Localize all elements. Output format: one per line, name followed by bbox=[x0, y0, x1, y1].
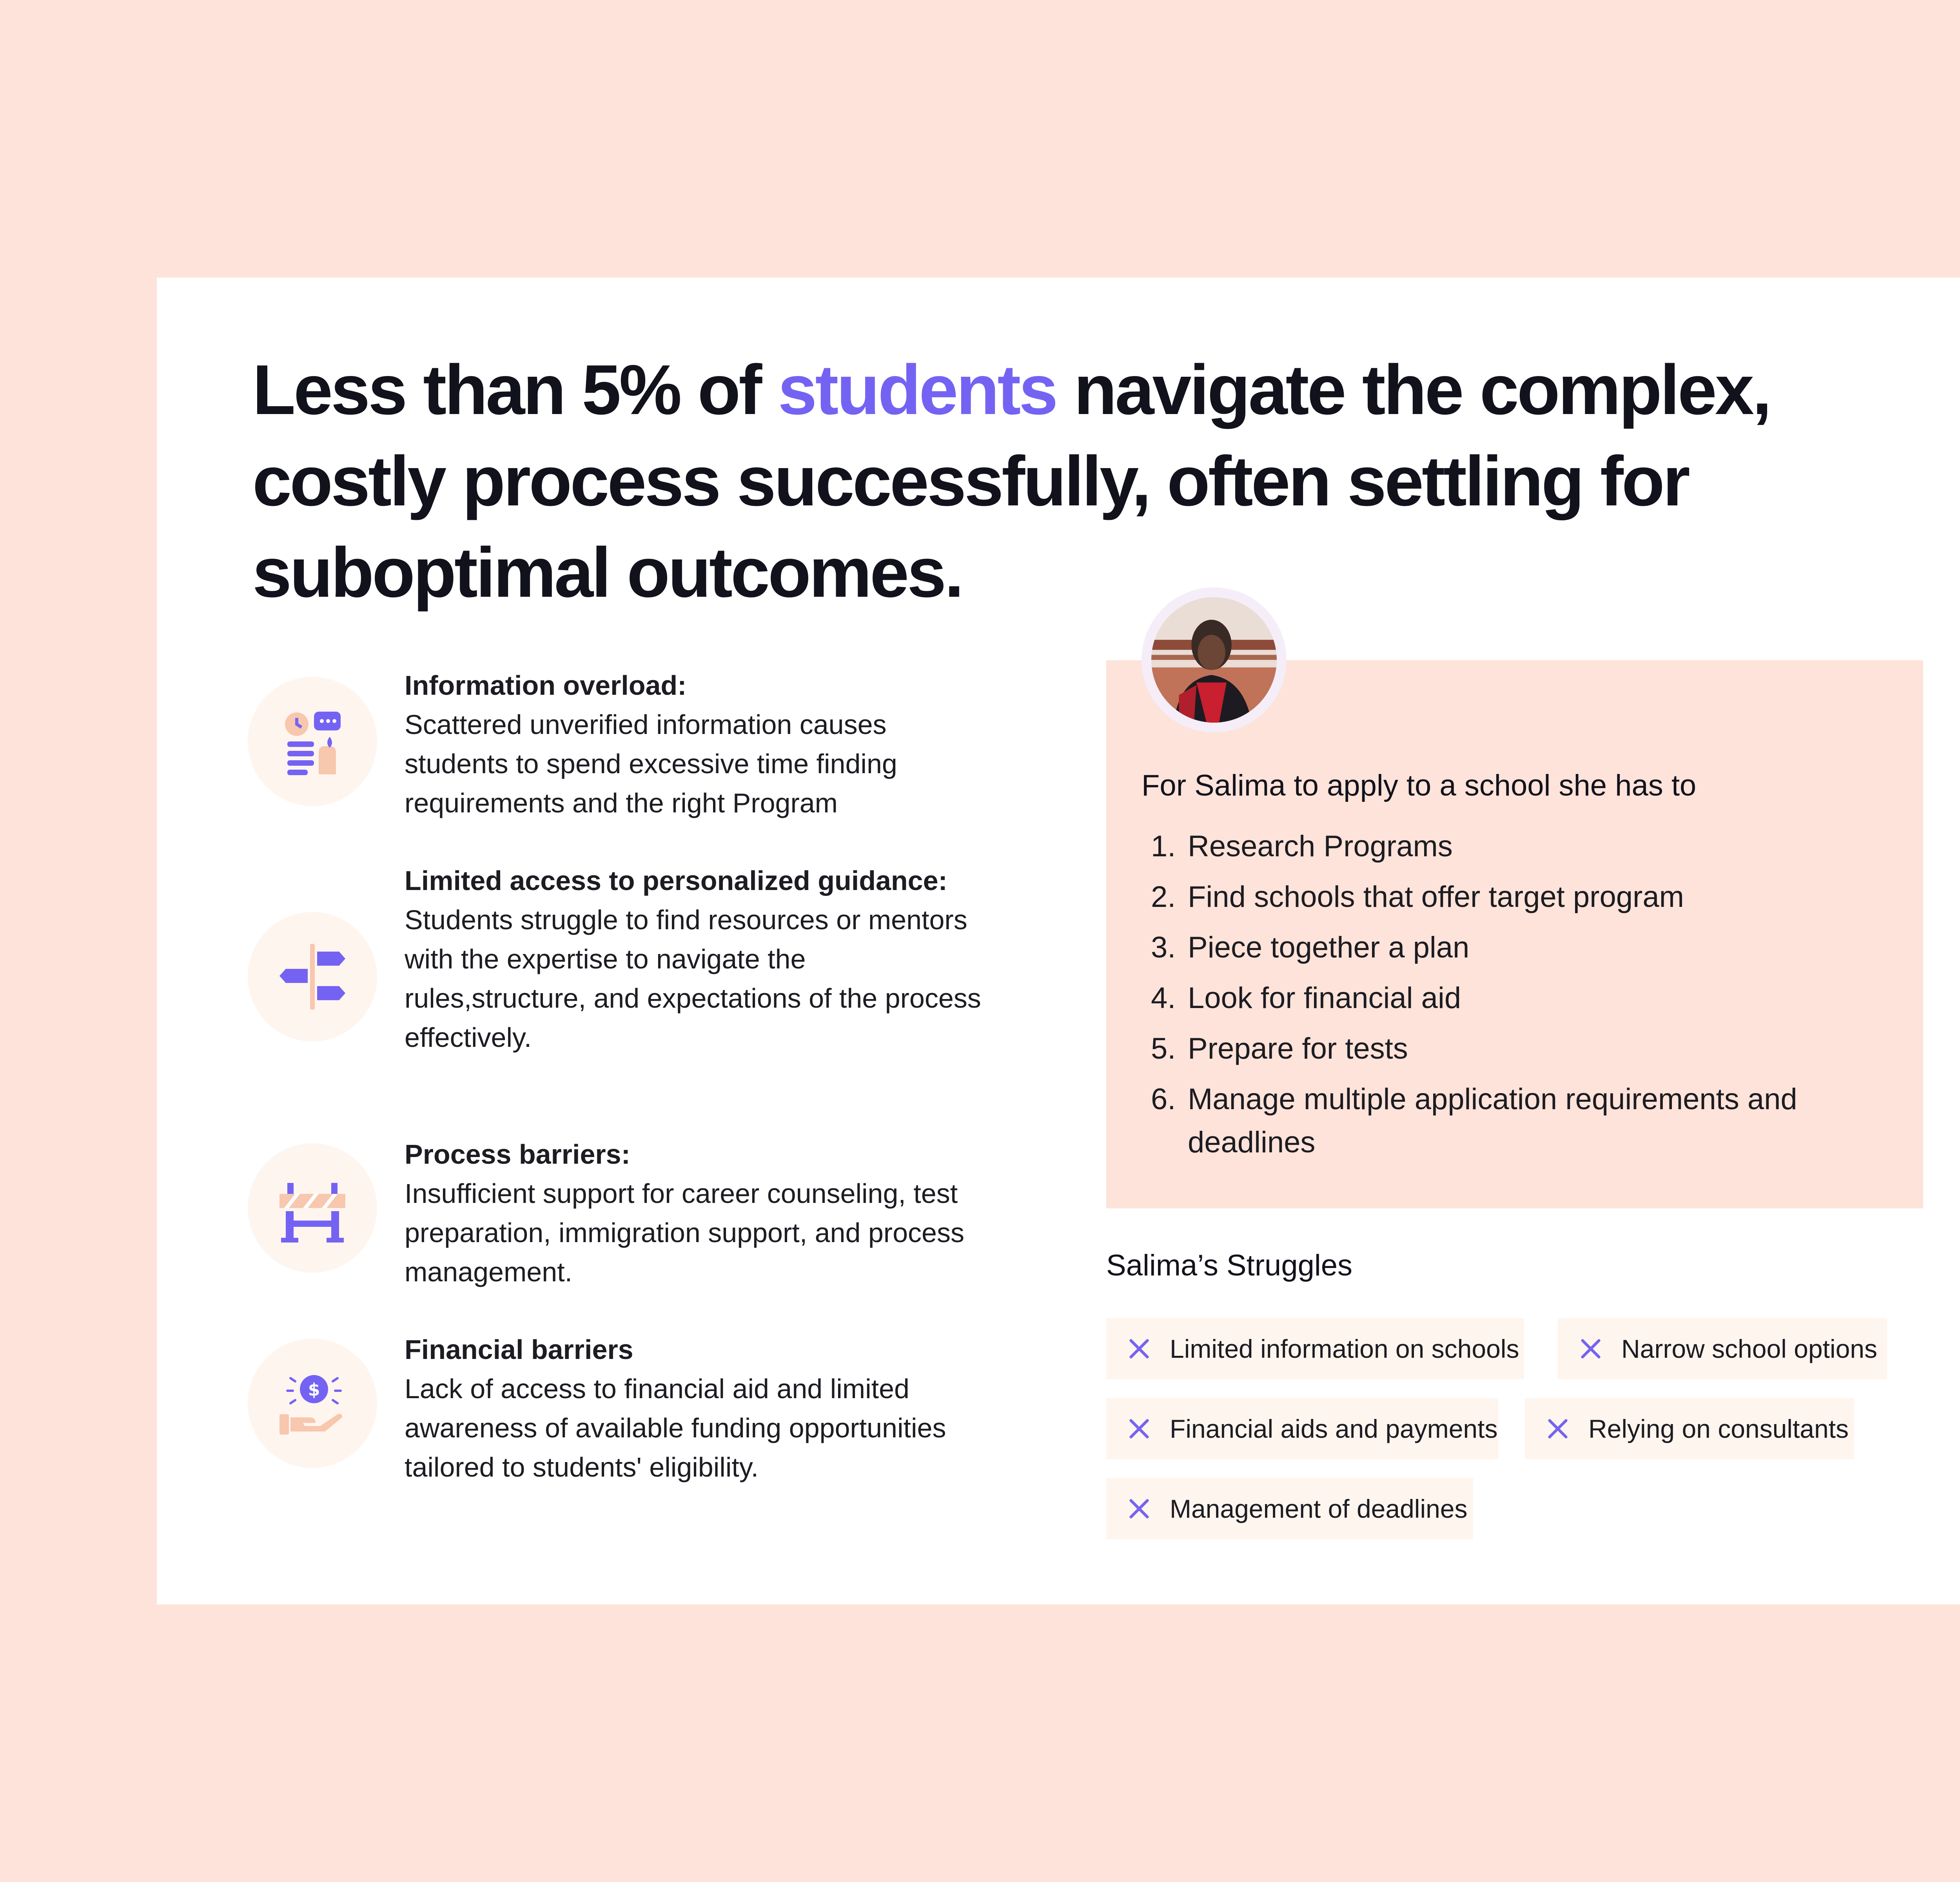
issue-description: Scattered unverified information causes students to spend excessive time finding requirements and the right Program bbox=[405, 709, 897, 818]
close-x-icon bbox=[1127, 1337, 1151, 1361]
issue-title: Process barriers: bbox=[405, 1139, 630, 1170]
step-text: Manage multiple application requirements and deadlines bbox=[1188, 1083, 1797, 1159]
close-x-icon bbox=[1546, 1417, 1570, 1441]
issue-title: Information overload: bbox=[405, 670, 687, 701]
step-text: Research Programs bbox=[1188, 830, 1453, 863]
step-text: Prepare for tests bbox=[1188, 1032, 1408, 1065]
headline bbox=[252, 344, 1899, 618]
headline-before: Less than 5% of bbox=[252, 351, 778, 429]
struggle-chip bbox=[1525, 1398, 1854, 1459]
step-item bbox=[1142, 1027, 1886, 1070]
issue-title: Limited access to personalized guidance: bbox=[405, 865, 947, 896]
struggle-label: Management of deadlines bbox=[1170, 1494, 1468, 1523]
step-item bbox=[1142, 977, 1886, 1020]
step-item bbox=[1142, 876, 1886, 919]
issue-financial-barriers bbox=[248, 1330, 993, 1487]
steps-title: For Salima to apply to a school she has to bbox=[1142, 769, 1697, 802]
issue-text bbox=[405, 1330, 993, 1487]
issue-information-overload bbox=[248, 666, 993, 823]
svg-text:$: $ bbox=[308, 1380, 320, 1400]
struggle-chip bbox=[1558, 1318, 1887, 1379]
steps-list bbox=[1142, 825, 1886, 1172]
issue-description: Lack of access to financial aid and limited awareness of available funding opportunities tailored to students' eligibility. bbox=[405, 1373, 946, 1482]
struggle-label: Limited information on schools bbox=[1170, 1334, 1519, 1363]
money-hand-icon bbox=[248, 1339, 377, 1468]
step-text: Find schools that offer target program bbox=[1188, 880, 1684, 914]
step-text: Piece together a plan bbox=[1188, 931, 1470, 964]
struggle-label: Narrow school options bbox=[1621, 1334, 1877, 1363]
issue-text bbox=[405, 666, 993, 823]
step-number: 6. bbox=[1151, 1083, 1176, 1116]
step-item bbox=[1142, 926, 1886, 969]
headline-after: navigate the complex, costly process successfully, often settling for suboptimal outcomes. bbox=[252, 351, 1770, 612]
problem-card bbox=[157, 278, 1960, 1604]
close-x-icon bbox=[1127, 1417, 1151, 1441]
step-number: 5. bbox=[1151, 1032, 1176, 1065]
information-overload-icon bbox=[248, 677, 377, 806]
struggle-chip bbox=[1106, 1398, 1498, 1459]
persona-steps-panel bbox=[1106, 660, 1923, 1208]
signpost-icon bbox=[248, 912, 377, 1041]
struggles-title: Salima’s Struggles bbox=[1106, 1249, 1353, 1282]
issue-process-barriers bbox=[248, 1135, 993, 1292]
struggle-label: Relying on consultants bbox=[1588, 1414, 1849, 1443]
close-x-icon bbox=[1127, 1497, 1151, 1520]
persona-avatar bbox=[1142, 587, 1287, 732]
struggle-chip bbox=[1106, 1478, 1473, 1539]
issue-text bbox=[405, 861, 993, 1057]
step-number: 2. bbox=[1151, 880, 1176, 914]
struggle-label: Financial aids and payments bbox=[1170, 1414, 1498, 1443]
step-number: 3. bbox=[1151, 931, 1176, 964]
step-item bbox=[1142, 825, 1886, 868]
step-number: 1. bbox=[1151, 830, 1176, 863]
step-number: 4. bbox=[1151, 981, 1176, 1015]
issue-title: Financial barriers bbox=[405, 1334, 633, 1365]
close-x-icon bbox=[1579, 1337, 1602, 1361]
issue-limited-guidance bbox=[248, 861, 993, 1104]
issue-description: Insufficient support for career counseling, test preparation, immigration support, and process management. bbox=[405, 1178, 964, 1287]
issue-text bbox=[405, 1135, 993, 1292]
barrier-icon bbox=[248, 1143, 377, 1273]
struggle-chip bbox=[1106, 1318, 1524, 1379]
issue-description: Students struggle to find resources or mentors with the expertise to navigate the rules,structure, and expectations of the process effectively. bbox=[405, 905, 981, 1053]
step-text: Look for financial aid bbox=[1188, 981, 1461, 1015]
step-item bbox=[1142, 1078, 1886, 1164]
headline-highlight: students bbox=[778, 351, 1056, 429]
